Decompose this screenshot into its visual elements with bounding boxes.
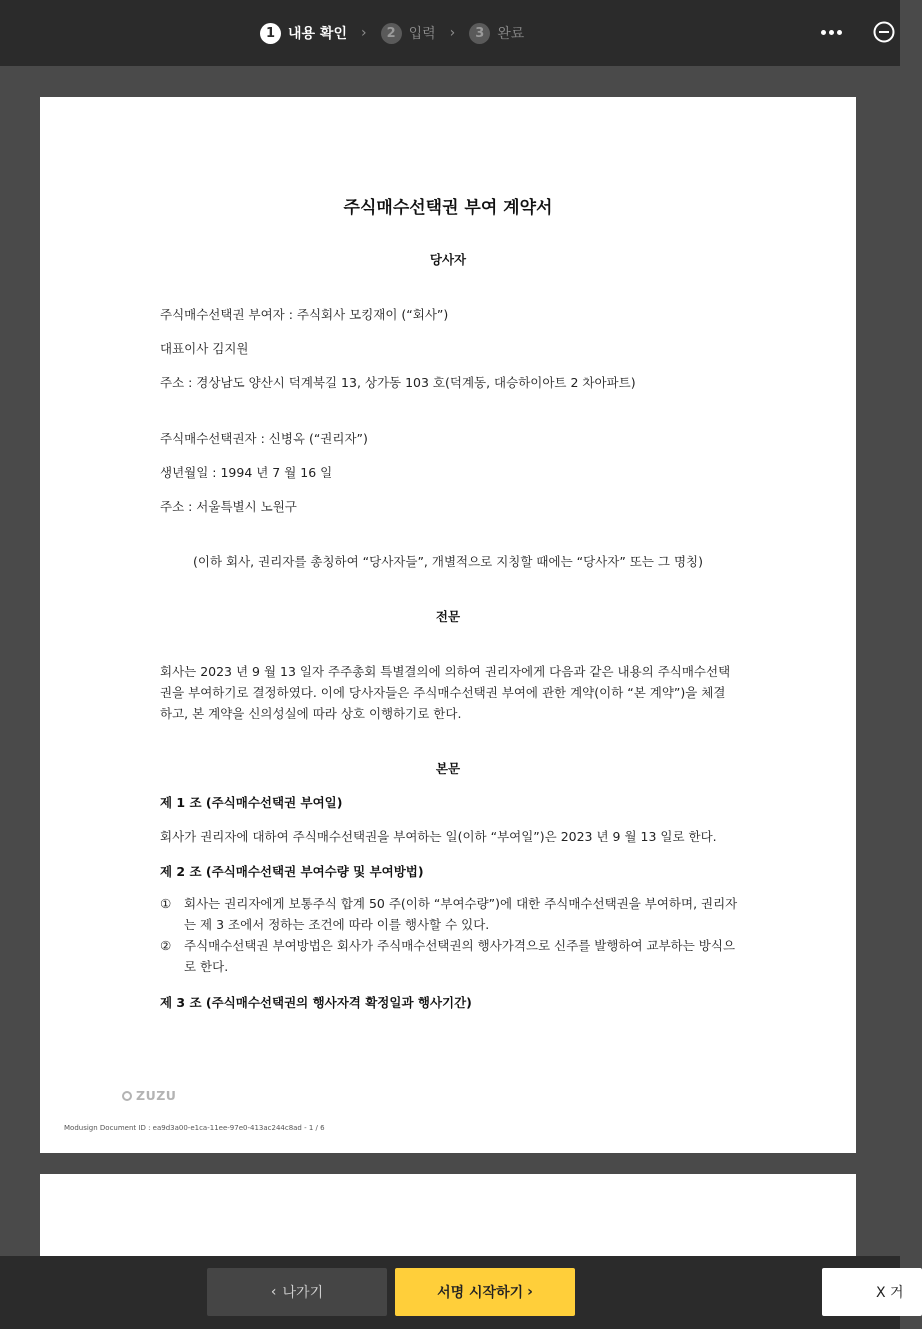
chevron-left-icon: ‹ bbox=[270, 1284, 277, 1300]
exit-button-label: 나가기 bbox=[282, 1285, 324, 1301]
step-input bbox=[381, 23, 436, 44]
body-heading: 본문 bbox=[435, 761, 461, 776]
bottom-bar bbox=[0, 1256, 904, 1329]
article-2-title: 제 2 조 (주식매수선택권 부여수량 및 부여방법) bbox=[160, 864, 424, 879]
step-number: 1 bbox=[260, 23, 281, 44]
reject-button-label: X 거 bbox=[876, 1285, 904, 1301]
preamble-line: 하고, 본 계약을 신의성실에 따라 상호 이행하기로 한다. bbox=[160, 706, 462, 721]
top-bar bbox=[0, 0, 900, 66]
parties-heading: 당사자 bbox=[429, 252, 467, 267]
reject-button[interactable] bbox=[822, 1268, 922, 1316]
step-complete bbox=[469, 23, 524, 44]
logo-text: ZUZU bbox=[136, 1088, 177, 1103]
zuzu-logo bbox=[122, 1088, 176, 1103]
exit-button[interactable] bbox=[207, 1268, 387, 1316]
holder-line: 주식매수선택권자 : 신병옥 (“권리자”) bbox=[160, 431, 368, 446]
chevron-right-icon: › bbox=[449, 25, 456, 41]
step-review bbox=[260, 23, 347, 44]
chevron-right-icon: › bbox=[360, 25, 367, 41]
logo-icon bbox=[122, 1091, 132, 1101]
document-page-next bbox=[40, 1174, 856, 1264]
item-marker: ① bbox=[160, 896, 172, 911]
step-label: 완료 bbox=[497, 26, 525, 42]
ceo-line: 대표이사 김지원 bbox=[160, 341, 249, 356]
preamble-line: 권을 부여하기로 결정하였다. 이에 당사자들은 주식매수선택권 부여에 관한 계약(이하 “본 계약”)을 체결 bbox=[160, 685, 726, 700]
company-address-line: 주소 : 경상남도 양산시 덕계북길 13, 상가동 103 호(덕계동, 대승하이아트 2 차아파트) bbox=[160, 375, 636, 390]
preamble-line: 회사는 2023 년 9 월 13 일자 주주총회 특별결의에 의하여 권리자에게 다음과 같은 내용의 주식매수선택 bbox=[160, 664, 731, 679]
more-icon bbox=[821, 30, 826, 35]
article-1-text: 회사가 권리자에 대하여 주식매수선택권을 부여하는 일(이하 “부여일”)은 2023 년 9 월 13 일로 한다. bbox=[160, 829, 717, 844]
article-3-title: 제 3 조 (주식매수선택권의 행사자격 확정일과 행사기간) bbox=[160, 995, 472, 1010]
article-1-title: 제 1 조 (주식매수선택권 부여일) bbox=[160, 795, 343, 810]
document-id: Modusign Document ID : ea9d3a00-e1ca-11ee-97e0-413ac244c8ad - 1 / 6 bbox=[64, 1124, 325, 1132]
parties-note: (이하 회사, 권리자를 총칭하여 “당사자들”, 개별적으로 지칭할 때에는 “당사자” 또는 그 명칭) bbox=[193, 554, 703, 569]
document-page bbox=[40, 97, 856, 1153]
item-text: 회사는 권리자에게 보통주식 합계 50 주(이하 “부여수량”)에 대한 주식매수선택권을 부여하며, 권리자는 제 3 조에서 정하는 조건에 따라 이를 행사할 수 있다. bbox=[184, 896, 738, 932]
item-marker: ② bbox=[160, 938, 172, 953]
document-title: 주식매수선택권 부여 계약서 bbox=[343, 198, 553, 218]
preamble-heading: 전문 bbox=[435, 609, 461, 624]
article-2-item bbox=[160, 893, 740, 935]
step-indicator bbox=[260, 22, 524, 44]
step-label: 입력 bbox=[408, 26, 436, 42]
start-signing-label: 서명 시작하기 bbox=[437, 1285, 524, 1301]
grantor-line: 주식매수선택권 부여자 : 주식회사 모킹재이 (“회사”) bbox=[160, 307, 449, 322]
birth-line: 생년월일 : 1994 년 7 월 16 일 bbox=[160, 465, 333, 480]
item-text: 주식매수선택권 부여방법은 회사가 주식매수선택권의 행사가격으로 신주를 발행하여 교부하는 방식으로 한다. bbox=[184, 938, 736, 974]
step-number: 2 bbox=[381, 23, 402, 44]
minus-circle-icon[interactable] bbox=[873, 21, 895, 43]
holder-address-line: 주소 : 서울특별시 노원구 bbox=[160, 499, 297, 514]
chevron-right-icon: › bbox=[527, 1284, 533, 1300]
more-options-button[interactable] bbox=[817, 18, 845, 46]
article-2-item bbox=[160, 935, 740, 977]
step-number: 3 bbox=[469, 23, 490, 44]
start-signing-button[interactable] bbox=[395, 1268, 575, 1316]
step-label: 내용 확인 bbox=[288, 26, 347, 42]
